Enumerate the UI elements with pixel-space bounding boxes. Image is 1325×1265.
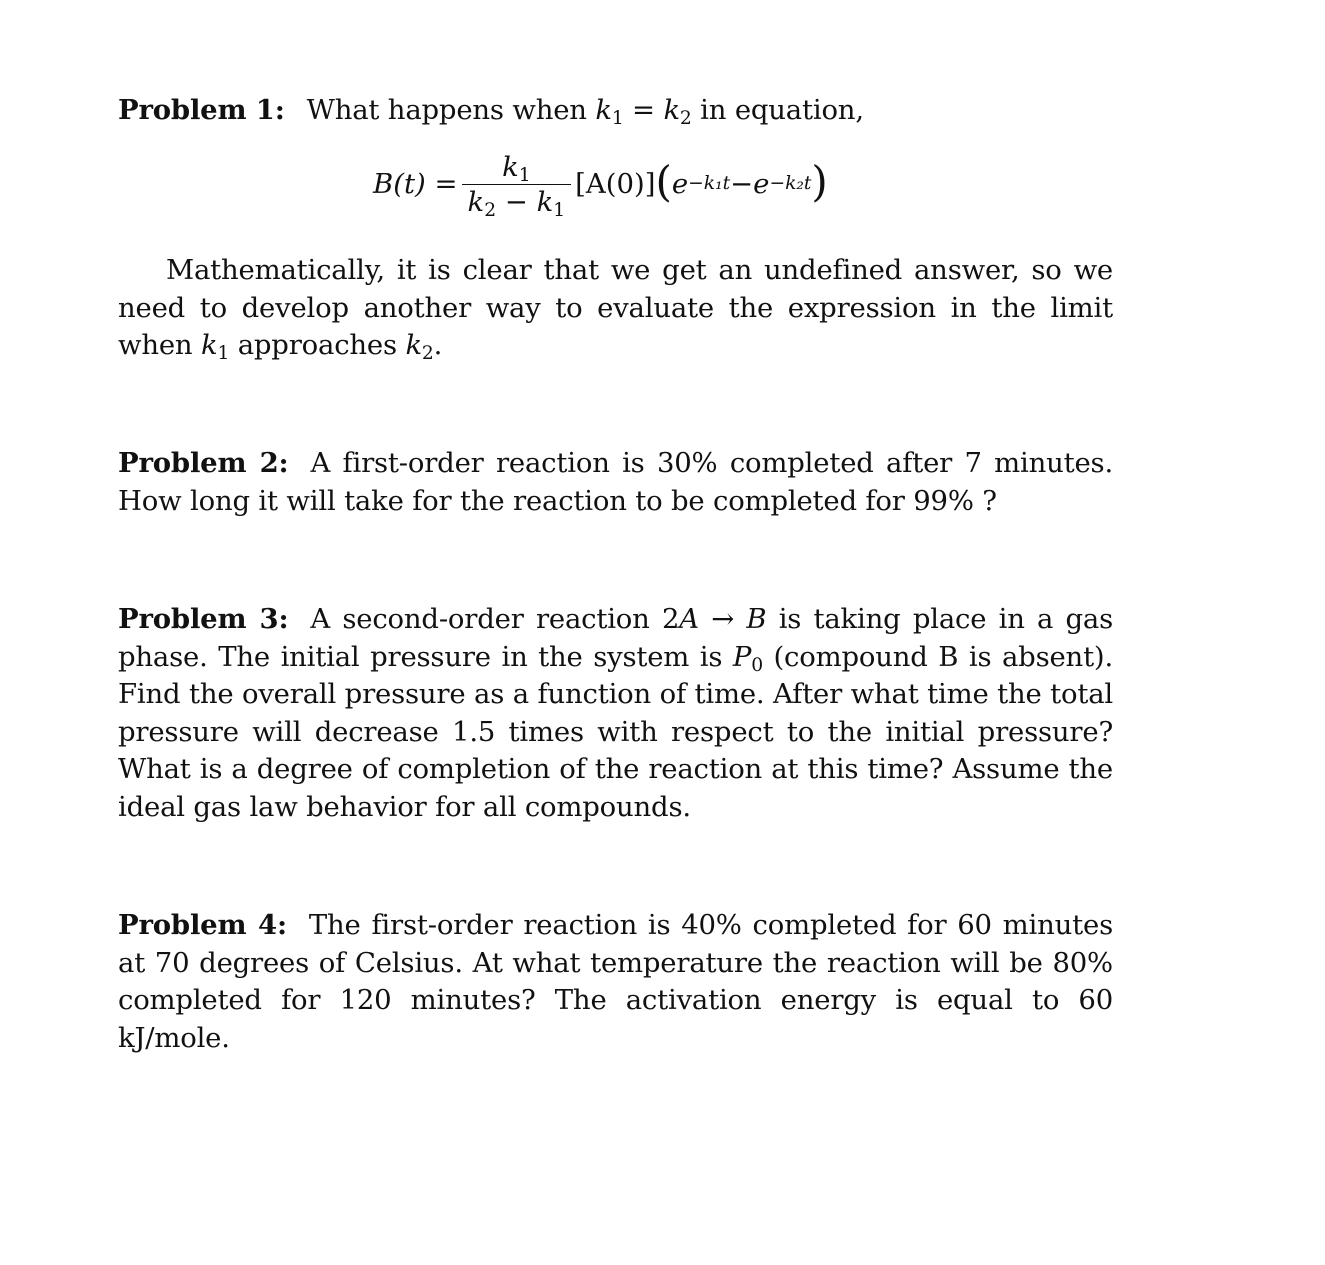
problem-2-label: Problem 2: [118,447,289,479]
num-k: k [502,150,519,183]
den-k1: k [536,185,554,218]
open-paren: ( [655,157,672,206]
fraction-denominator [462,184,572,219]
problem-3 [118,601,1113,827]
body-k1: k [200,329,218,362]
exp-base-1: e [671,168,689,200]
problem-3-text-mid: is taking place in a gas phase. The initial pressure in the system is [118,603,1114,673]
species-b: B [746,603,767,635]
problem-2-text: A first-order reaction is 30% completed after 7 minutes. How long it will take for the reaction to be completed for 99% ? [118,447,1113,517]
k1-symbol: k [595,94,612,126]
problem-1-label: Problem 1: [118,94,285,126]
problem-4-text: The first-order reaction is 40% completed for 60 minutes at 70 degrees of Celsius. At what temperature the reaction will be 80% completed for 120 minutes? The activation energy is equal to 60 kJ/mole. [118,909,1113,1054]
equals-sign: = [623,94,664,126]
problem-4-label: Problem 4: [118,909,287,941]
body-k2: k [405,329,422,362]
equation-fraction [462,150,572,219]
body-k1-sub: 1 [217,343,230,365]
exp-base-2: e [753,168,770,200]
equation-lhs: B(t) = [373,168,458,200]
close-paren: ) [811,157,828,206]
equation-minus: − [730,168,754,200]
problem-1-body [118,252,1113,365]
problem-1-body-mid: approaches [229,329,406,362]
problem-1-body-pre: Mathematically, it is clear that we get an undefined answer, so we need to develop another way to evaluate the expression in the limit when [118,254,1113,362]
equation-b-of-t: B(t) = $\frac{k_1}{k_2 - k_1}$ [A(0)] ( e −k₁t − e −k₂t ) [373,150,828,221]
fraction-numerator [496,150,537,184]
body-period: . [433,329,443,362]
den-minus: − [496,185,537,218]
k1-subscript: 1 [611,108,624,130]
den-sub2: 2 [484,199,497,221]
den-sub1: 1 [553,199,566,221]
problem-1-question [118,92,1113,130]
species-a: A [679,603,699,635]
pressure-symbol: P [732,640,752,673]
problem-1-intro-post: in equation, [691,94,864,126]
den-k2: k [467,185,485,218]
equation-bracket: [A(0)] [575,168,656,200]
k2-subscript: 2 [679,108,692,130]
problem-3-text-pre: A second-order reaction 2 [310,603,680,635]
body-k2-sub: 2 [421,343,434,365]
num-sub: 1 [518,164,531,186]
problem-2 [118,445,1113,520]
k2-symbol: k [663,94,680,126]
problem-3-label: Problem 3: [118,603,289,635]
problem-3-text-post: (compound B is absent). Find the overall pressure as a function of time. After what time the total pressure will decrease 1.5 times with respect to the initial pressure? What is a degree of completion of the reaction at this time? Assume the ideal gas law behavior for all compounds. [118,640,1113,823]
problem-4 [118,907,1113,1057]
problem-1-intro-pre: What happens when [306,94,596,126]
pressure-subscript: 0 [751,654,763,676]
reaction-arrow: → [698,603,747,635]
